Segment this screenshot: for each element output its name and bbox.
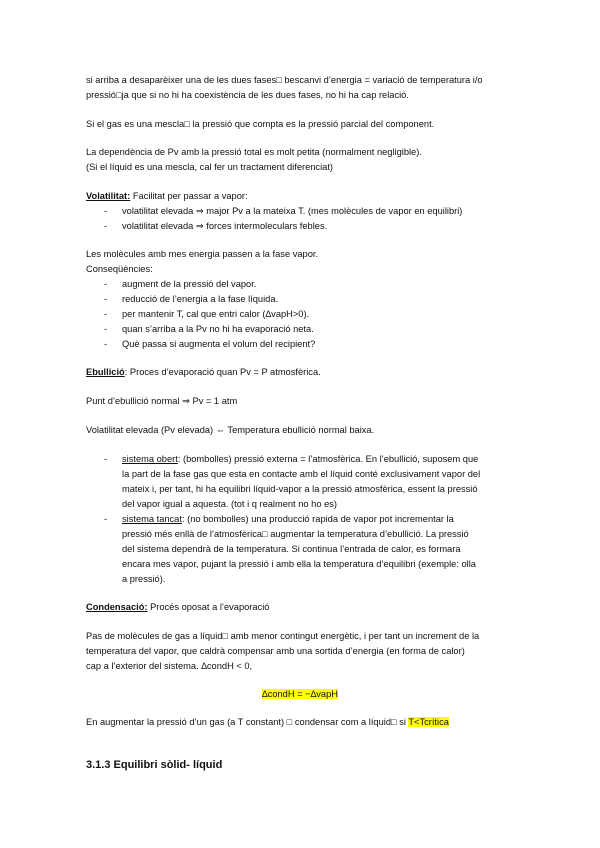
- paragraph-line: Les molècules amb mes energia passen a la fase vapor.: [86, 249, 319, 259]
- item-continuation: encara mes vapor, pujant la pressió i amb ella la temperatura d’equilibri (exemple: olla: [122, 559, 476, 569]
- bullet-dash: -: [104, 339, 108, 349]
- definition-text: : Proces d’evaporació quan Pv = P atmosfèrica.: [124, 367, 321, 377]
- paragraph-text: En augmentar la pressió d’un gas (a T constant) □ condensar com a líquid□ si: [86, 717, 409, 727]
- bullet-dash: -: [104, 294, 108, 304]
- paragraph-line: Pas de molècules de gas a líquid□ amb menor contingut energètic, i per tant un increment de la: [86, 631, 480, 641]
- item-text: : (bombolles) pressió externa = l’atmosfèrica. En l’ebullició, suposem que: [177, 454, 479, 464]
- list-item: per mantenir T, cal que entri calor (∆vapH>0).: [122, 309, 310, 319]
- bullet-dash: -: [104, 454, 108, 464]
- term-condensacio: Condensació:: [86, 602, 148, 612]
- definition-volatilitat: [86, 190, 248, 202]
- list-item: Què passa si augmenta el volum del recipient?: [122, 339, 316, 349]
- formula-line: [0, 688, 600, 700]
- list-item: volatilitat elevada ⇒ forces intermoleculars febles.: [122, 221, 328, 231]
- paragraph-line: temperatura del vapor, que caldrà compensar amb una sortida d’energia (en forma de calor): [86, 646, 465, 656]
- item-continuation: del vapor igual a aquesta. (tot i q realment no ho es): [122, 499, 337, 509]
- term-ebullicio: Ebullició: [86, 367, 125, 377]
- bullet-dash: -: [104, 206, 108, 216]
- paragraph-line: La dependència de Pv amb la pressió total es molt petita (normalment negligible).: [86, 147, 422, 157]
- term-sistema-tancat: sistema tancat: [122, 514, 182, 524]
- section-heading: 3.1.3 Equilibri sòlid- líquid: [86, 759, 223, 771]
- paragraph-line: Conseqüències:: [86, 264, 153, 274]
- bullet-dash: -: [104, 279, 108, 289]
- term-volatilitat: Volatilitat:: [86, 191, 131, 201]
- list-item: reducció de l’energia a la fase líquida.: [122, 294, 279, 304]
- item-continuation: la part de la fase gas que esta en contacte amb el líquid conté exclusivament vapor del: [122, 469, 481, 479]
- list-item-sistema-tancat: [122, 513, 454, 525]
- item-continuation: del sistema dependrà de la temperatura. Si continua l’entrada de calor, es formara: [122, 544, 461, 554]
- paragraph-line: (Si el líquid es una mescla, cal fer un tractament diferenciat): [86, 162, 333, 172]
- term-sistema-obert: sistema obert: [122, 454, 178, 464]
- item-continuation: mateix i, per tant, hi ha equilibri líquid-vapor a la pressió atmosfèrica, essent la pressió: [122, 484, 478, 494]
- definition-text: Facilitat per passar a vapor:: [130, 191, 248, 201]
- item-continuation: pressió més enllà de l’atmosfèrica□ augmentar la temperatura d’ebullició. La pressió: [122, 529, 469, 539]
- item-text: : (no bombolles) una producció rapida de vapor pot incrementar la: [181, 514, 454, 524]
- definition-text: Procés oposat a l’evaporació: [147, 602, 270, 612]
- bullet-dash: -: [104, 324, 108, 334]
- highlighted-text: T<Tcrítica: [408, 717, 449, 727]
- formula: ∆condH = −∆vapH: [262, 689, 338, 699]
- item-continuation: a pressió).: [122, 574, 166, 584]
- paragraph-line: pressió□ja que si no hi ha coexistència de les dues fases, no hi ha cap relació.: [86, 90, 409, 100]
- definition-ebullicio: [86, 366, 321, 378]
- list-item-sistema-obert: [122, 453, 478, 465]
- paragraph-line: si arriba a desaparèixer una de les dues fases□ bescanvi d’energia = variació de temperatura i/o: [86, 75, 483, 85]
- paragraph-line: cap a l’exterior del sistema. ∆condH < 0,: [86, 661, 253, 671]
- definition-condensacio: [86, 601, 269, 613]
- paragraph-line: Si el gas es una mescla□ la pressió que compta es la pressió parcial del component.: [86, 119, 435, 129]
- list-item: augment de la pressió del vapor.: [122, 279, 257, 289]
- paragraph-line: Punt d’ebullició normal ⇒ Pv = 1 atm: [86, 396, 238, 406]
- bullet-dash: -: [104, 309, 108, 319]
- bullet-dash: -: [104, 514, 108, 524]
- list-item: volatilitat elevada ⇒ major Pv a la mateixa T. (mes molècules de vapor en equilibri): [122, 206, 463, 216]
- paragraph-line: [86, 716, 449, 728]
- bullet-dash: -: [104, 221, 108, 231]
- paragraph-line: Volatilitat elevada (Pv elevada) ⇔ Temperatura ebullició normal baixa.: [86, 425, 375, 435]
- list-item: quan s’arriba a la Pv no hi ha evaporació neta.: [122, 324, 314, 334]
